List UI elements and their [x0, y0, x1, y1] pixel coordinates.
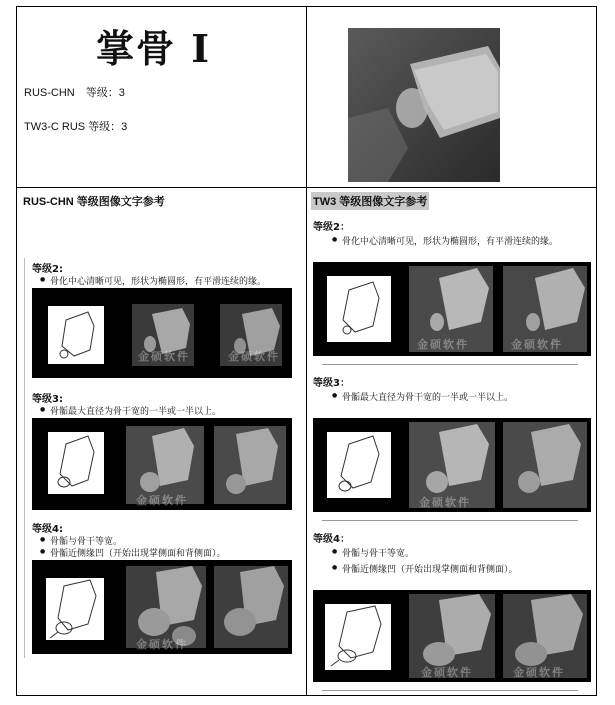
metacarpal-xray-image [348, 28, 500, 182]
rus-stage3-xray-b [214, 426, 286, 504]
rus-stage2-watermark-b: 金硕软件 [228, 350, 280, 363]
rus-stage3-title: 等级3: [32, 394, 63, 405]
rus-stage3-bullet: ● 骨骺最大直径为骨干宽的一半或一半以上。 [50, 404, 221, 417]
tw3-stage4-watermark-a: 金硕软件 [421, 666, 473, 679]
rus-stage4-bullet2: ● 骨骺近侧缘凹（开始出现掌侧面和背侧面）。 [50, 546, 226, 559]
tw3-reference-heading: TW3 等级图像文字参考 [311, 192, 429, 210]
page-title: 掌骨 I [96, 26, 212, 71]
tw3-stage3-film [313, 418, 591, 512]
rus-stage2-title: 等级2: [32, 264, 63, 275]
tw3-stage2-watermark-a: 金硕软件 [417, 338, 469, 351]
tw3-stage3-sketch [327, 432, 391, 498]
tw3-stage4-watermark-b: 金硕软件 [513, 666, 565, 679]
tw3-stage2-film [313, 262, 591, 356]
tw3-stage3-bullet: ● 骨骺最大直径为骨干宽的一半或一半以上。 [342, 390, 513, 403]
rus-stage2-bullet: ● 骨化中心清晰可见，形状为椭圆形，有平滑连续的缘。 [50, 274, 266, 287]
rus-stage4-title: 等级4: [32, 524, 63, 535]
rus-stage3-film [32, 418, 292, 510]
column-divider [306, 7, 307, 695]
tw3-stage4-film [313, 590, 591, 682]
tw3-stage2-title: 等级2： [313, 222, 350, 233]
tw3-stage4-bullet1: ● 骨骺与骨干等宽。 [342, 546, 414, 559]
tw3-stage4-bullet2: ● 骨骺近侧缘凹（开始出现掌侧面和背侧面）。 [342, 562, 518, 575]
rus-stage4-xray-b [214, 566, 288, 648]
rus-stage3-sketch [48, 432, 104, 494]
tw3-stage3-title: 等级3： [313, 378, 350, 389]
rus-stage4-watermark: 金硕软件 [136, 638, 188, 651]
row-divider [17, 187, 596, 188]
tw3-stage2-watermark-b: 金硕软件 [511, 338, 563, 351]
tw3-separator-3 [322, 690, 578, 691]
tw3-stage2-bullet: ● 骨化中心清晰可见，形状为椭圆形，有平滑连续的缘。 [342, 234, 558, 247]
tw3-grade: TW3-C RUS 等级：3 [24, 121, 128, 133]
tw3-stage3-watermark: 金硕软件 [419, 496, 471, 509]
rus-chn-reference-heading: RUS-CHN 等级图像文字参考 [23, 196, 165, 208]
rus-stage2-film [32, 288, 292, 378]
tw3-stage2-sketch [327, 276, 391, 342]
tw3-separator-1 [322, 364, 578, 365]
tw3-stage3-xray-b [503, 422, 587, 508]
rus-stage4-sketch [46, 578, 104, 640]
rus-chn-grade: RUS-CHN 等级：3 [24, 87, 125, 99]
rus-stage4-film [32, 560, 292, 654]
tw3-stage4-sketch [325, 604, 391, 670]
tw3-stage4-title: 等级4： [313, 534, 350, 545]
rus-stage2-sketch [48, 306, 104, 364]
rus-stage4-bullet1: ● 骨骺与骨干等宽。 [50, 534, 122, 547]
tw3-separator-2 [322, 520, 578, 521]
rus-stage2-watermark-a: 金硕软件 [138, 350, 190, 363]
rus-stage3-watermark: 金硕软件 [136, 494, 188, 507]
